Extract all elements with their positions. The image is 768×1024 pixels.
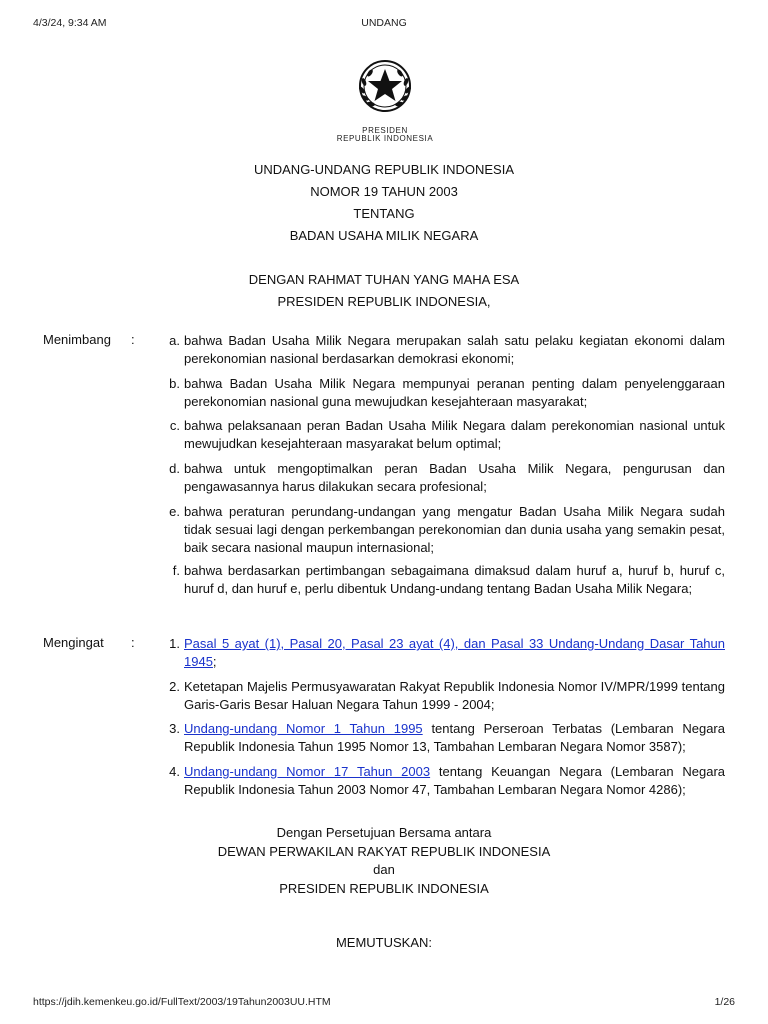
law-title: UNDANG-UNDANG REPUBLIK INDONESIA bbox=[253, 162, 515, 177]
item-text: bahwa pelaksanaan peran Badan Usaha Milik Negara dalam perekonomian nasional untuk mewujudkan kesejahteraan masyarakat belum optimal; bbox=[184, 418, 725, 451]
menimbang-label: Menimbang bbox=[43, 332, 111, 347]
mengingat-item-1 bbox=[162, 635, 725, 671]
law-number: NOMOR 19 TAHUN 2003 bbox=[310, 184, 458, 199]
uu-1-1995-link[interactable]: Undang-undang Nomor 1 Tahun 1995 bbox=[184, 721, 423, 736]
preamble-line2: PRESIDEN REPUBLIK INDONESIA, bbox=[277, 294, 491, 309]
item-marker: 3. bbox=[169, 721, 180, 736]
item-text: bahwa peraturan perundang-undangan yang mengatur Badan Usaha Milik Negara sudah tidak sesuai lagi dengan perkembangan perekonomian dan dunia usaha yang semakin pesat, baik secara nasional maupun internasional; bbox=[184, 504, 725, 555]
item-text-tail: ; bbox=[212, 654, 217, 669]
item-marker: a. bbox=[169, 333, 180, 348]
item-text bbox=[184, 763, 725, 799]
mengingat-item-2 bbox=[162, 678, 725, 714]
item-text: bahwa untuk mengoptimalkan peran Badan Usaha Milik Negara, pengurusan dan pengawasannya harus dilakukan secara profesional; bbox=[184, 461, 725, 494]
mengingat-label: Mengingat bbox=[43, 635, 104, 650]
menimbang-item-c bbox=[162, 417, 725, 453]
item-text: bahwa Badan Usaha Milik Negara mempunyai peranan penting dalam penyelenggaraan perekonomian nasional guna mewujudkan kesejahteraan masyarakat; bbox=[184, 376, 725, 409]
item-marker: f. bbox=[172, 563, 180, 578]
item-marker: 2. bbox=[169, 679, 180, 694]
menimbang-colon: : bbox=[131, 332, 135, 347]
emblem-caption-line2: REPUBLIK INDONESIA bbox=[336, 134, 434, 143]
print-url: https://jdih.kemenkeu.go.id/FullText/2003/19Tahun2003UU.HTM bbox=[33, 996, 331, 1008]
preamble-line1: DENGAN RAHMAT TUHAN YANG MAHA ESA bbox=[248, 272, 520, 287]
item-marker: c. bbox=[169, 418, 180, 433]
item-text-tail: tentang Keuangan Negara (Lembaran Negara Republik Indonesia Tahun 2003 Nomor 47, Tambahan Lembaran Negara Nomor 4286); bbox=[184, 764, 726, 797]
mengingat-item-3 bbox=[162, 720, 725, 756]
item-text: Ketetapan Majelis Permusyawaratan Rakyat Republik Indonesia Nomor IV/MPR/1999 tentang Garis-Garis Besar Haluan Negara Tahun 1999 - 2004; bbox=[184, 679, 725, 712]
mengingat-item-4 bbox=[162, 763, 725, 799]
item-marker: 1. bbox=[169, 636, 180, 651]
persetujuan-line1: Dengan Persetujuan Bersama antara bbox=[276, 825, 492, 840]
item-text bbox=[184, 720, 725, 756]
print-page-number: 1/26 bbox=[714, 996, 735, 1008]
item-text bbox=[184, 635, 725, 671]
item-text: bahwa Badan Usaha Milik Negara merupakan salah satu pelaku kegiatan ekonomi dalam perekonomian nasional berdasarkan demokrasi ekonomi; bbox=[184, 333, 725, 366]
mengingat-colon: : bbox=[131, 635, 135, 650]
menimbang-item-e bbox=[162, 503, 725, 557]
emblem-caption-line1: PRESIDEN bbox=[362, 126, 408, 135]
menimbang-item-b bbox=[162, 375, 725, 411]
item-text: bahwa berdasarkan pertimbangan sebagaimana dimaksud dalam huruf a, huruf b, huruf c, huruf d, dan huruf e, perlu dibentuk Undang-undang tentang Badan Usaha Milik Negara; bbox=[184, 563, 725, 596]
uud-1945-link[interactable]: Pasal 5 ayat (1), Pasal 20, Pasal 23 ayat (4), dan Pasal 33 Undang-Undang Dasar Tahun 1945 bbox=[184, 636, 725, 669]
item-marker: b. bbox=[169, 376, 180, 391]
persetujuan-line2: DEWAN PERWAKILAN RAKYAT REPUBLIK INDONESIA bbox=[217, 844, 551, 859]
menimbang-item-a bbox=[162, 332, 725, 368]
item-text-tail: tentang Perseroan Terbatas (Lembaran Negara Republik Indonesia Tahun 1995 Nomor 13, Tambahan Lembaran Negara Nomor 3587); bbox=[184, 721, 725, 754]
item-marker: 4. bbox=[169, 764, 180, 779]
persetujuan-line3: dan bbox=[373, 862, 395, 877]
persetujuan-line4: PRESIDEN REPUBLIK INDONESIA bbox=[279, 881, 489, 896]
uu-17-2003-link[interactable]: Undang-undang Nomor 17 Tahun 2003 bbox=[184, 764, 431, 779]
law-tentang: TENTANG bbox=[353, 206, 415, 221]
menimbang-item-d bbox=[162, 460, 725, 496]
print-title: UNDANG bbox=[361, 17, 407, 29]
print-datetime: 4/3/24, 9:34 AM bbox=[33, 17, 107, 29]
item-marker: e. bbox=[169, 504, 180, 519]
law-subject: BADAN USAHA MILIK NEGARA bbox=[289, 228, 479, 243]
item-marker: d. bbox=[169, 461, 180, 476]
menimbang-item-f bbox=[162, 562, 725, 598]
memutuskan-heading: MEMUTUSKAN: bbox=[335, 935, 433, 950]
